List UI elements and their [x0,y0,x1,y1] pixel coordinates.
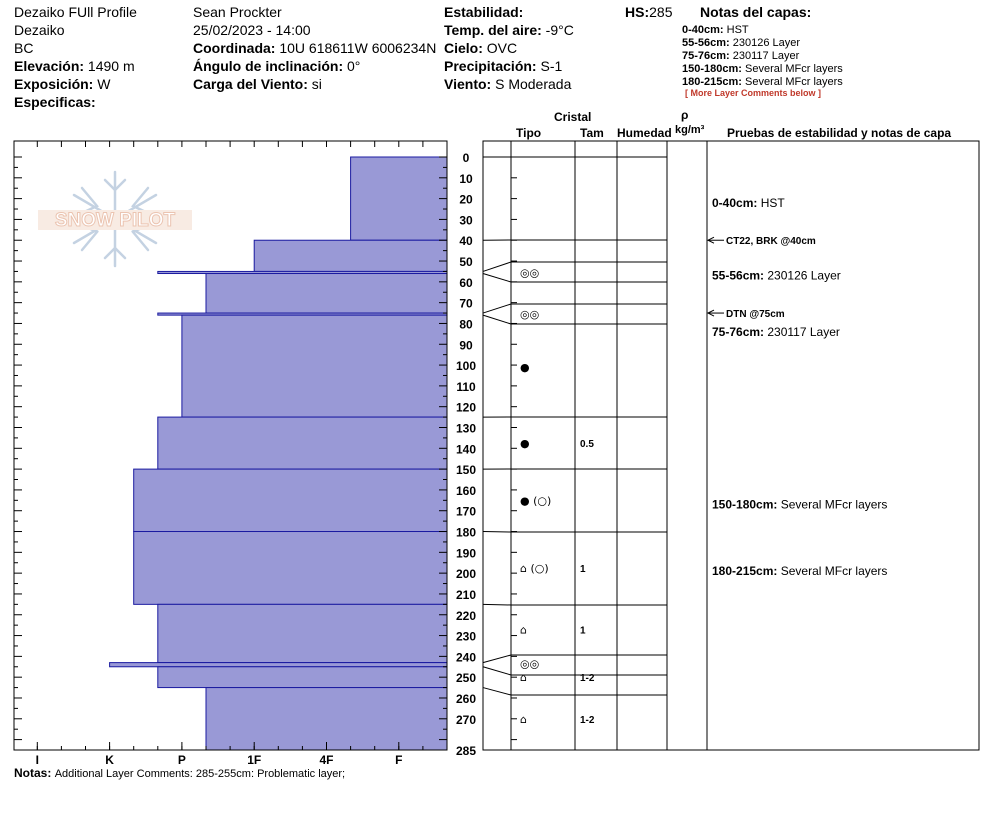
hardness-tick-label: 4F [319,753,334,767]
layer-comment-text: 230126 Layer [767,268,841,283]
depth-tick-label: 60 [459,275,473,290]
test-label: DTN @75cm [726,309,785,321]
profile-name: Dezaiko FUll Profile [14,4,137,20]
layer-comment-text: HST [760,195,785,210]
layer-comment-text: 230117 Layer [767,324,840,339]
layer-comment [712,497,887,511]
boundary-connector [483,274,511,282]
crystal-size-label: 1-2 [580,673,595,685]
hardness-bar [110,663,447,667]
crystal-type-symbol: ● (○) [520,494,552,508]
hardness-bar [134,532,447,605]
col-humedad: Humedad [617,126,672,140]
depth-tick-label: 240 [455,650,477,665]
col-cristal: Cristal [554,110,592,124]
crystal-type-symbol: ◎◎ [520,266,540,280]
layer-comment [712,196,785,210]
region: BC [14,40,34,56]
crystal-type-symbol: ● [520,361,530,375]
logo-text: SNOW PILOT [54,210,176,231]
exposition-label: Exposición: [14,76,94,92]
layer-comment-text: Several MFcr layers [780,564,888,579]
wind-loading-value: si [311,76,322,92]
hardness-bar [254,240,447,271]
depth-tick-label: 230 [455,629,477,644]
depth-tick-label: 220 [455,608,477,623]
wind-value: S Moderada [495,76,572,92]
footer-text: Additional Layer Comments: 285-255cm: Problematic layer; [54,768,346,780]
hardness-bars [110,157,447,750]
depth-tick-label: 250 [455,671,477,686]
stability-tests [708,196,887,578]
hardness-bar [182,315,447,417]
boundary-connector [483,688,511,695]
depth-tick-label: 200 [455,567,477,582]
air-temp-value: -9°C [545,22,574,38]
layer-comment-range: 55-56cm: [712,268,768,283]
coordinates-label: Coordinada: [193,40,276,56]
depth-tick-label: 170 [455,504,477,519]
depth-tick-label: 0 [462,151,470,165]
hardness-bar [206,274,447,314]
crystal-type-symbol: ◎◎ [520,657,540,671]
elevation-label: Elevación: [14,58,85,74]
crystal-type-symbol: ⌂ (○) [520,561,549,575]
footer-notes [14,766,345,780]
slope-angle-label: Ángulo de inclinación: [193,58,344,74]
depth-axis [456,151,476,758]
layer-comment-range: 0-40cm: [712,195,761,210]
wind-label: Viento: [444,76,492,92]
layer-note-range: 150-180cm: [682,63,742,75]
col-tipo: Tipo [516,126,542,140]
date-time: 25/02/2023 - 14:00 [193,22,311,38]
slope-angle-value: 0° [347,58,361,74]
layer-comment [712,325,840,339]
depth-tick-label: 10 [459,171,473,186]
sky-value: OVC [486,40,518,56]
hardness-tick-label: I [35,753,39,767]
observer: Sean Prockter [193,4,282,20]
hardness-tick-label: 1F [247,753,262,767]
layer-note-text: Several MFcr layers [745,76,843,88]
hs-label: HS: [625,4,650,20]
hardness-bar [158,667,447,688]
hardness-tick-label: K [105,753,114,767]
depth-tick-label: 110 [456,379,476,394]
crystal-type-symbol: ⌂ [520,623,527,637]
depth-tick-label: 270 [455,712,477,727]
hardness-bar [158,417,447,469]
depth-tick-label: 120 [455,400,477,415]
hs-value: 285 [649,4,673,20]
layer-comment-text: Several MFcr layers [780,497,888,512]
layer-note-range: 0-40cm: [682,24,724,36]
table-frame [483,141,979,750]
hardness-bar [134,469,447,531]
depth-tick-label: 70 [459,296,473,311]
layer-note-range: 75-76cm: [682,50,730,62]
crystal-size-label: 1 [580,625,586,637]
depth-tick-label: 160 [455,483,477,498]
hardness-bar [351,157,447,240]
crystal-size-label: 1-2 [580,714,595,726]
depth-tick-label: 90 [459,338,473,353]
more-comments-link[interactable]: [ More Layer Comments below ] [685,88,822,98]
depth-tick-label: 80 [459,317,473,332]
location: Dezaiko [14,22,65,38]
layer-comment [712,564,887,578]
col-tests: Pruebas de estabilidad y notas de capa [727,126,952,140]
col-rho: ρ [681,108,689,122]
crystal-type-symbol: ⌂ [520,712,527,726]
precipitation-value: S-1 [540,58,563,74]
boundary-connector [483,262,511,271]
sky-label: Cielo: [444,40,483,56]
layer-note-text: 230126 Layer [732,37,801,49]
wind-loading-label: Carga del Viento: [193,76,308,92]
layer-note-range: 180-215cm: [682,76,742,88]
depth-tick-label: 180 [455,525,477,540]
layer-comment [712,269,841,283]
depth-tick-label: 210 [455,587,477,602]
elevation-value: 1490 m [87,58,135,74]
layer-note-range: 55-56cm: [682,37,730,49]
depth-tick-label: 190 [455,546,477,561]
boundary-connector [483,304,511,313]
air-temp-label: Temp. del aire: [444,22,542,38]
layer-table [483,141,979,750]
boundary-connector [483,604,511,605]
col-density: kg/m³ [675,124,705,136]
crystal-type-symbol: ⌂ [520,671,527,685]
crystal-type-symbol: ● [520,437,530,451]
stability-label: Estabilidad: [444,4,524,20]
test-label: CT22, BRK @40cm [726,236,816,248]
boundary-connector [483,655,511,663]
depth-tick-label: 30 [459,213,473,228]
hardness-tick-label: F [395,753,403,767]
hardness-bar [206,688,447,750]
exposition-value: W [97,76,111,92]
hardness-tick-label: P [177,753,186,767]
crystal-type-symbol: ◎◎ [520,308,540,322]
snowpilot-logo [38,172,192,266]
layer-comment-range: 180-215cm: [712,564,781,579]
depth-tick-label: 140 [455,442,477,457]
col-tam: Tam [580,126,604,140]
depth-tick-label: 100 [455,359,477,374]
depth-tick-label: 130 [455,421,477,436]
crystal-column [520,266,595,725]
layer-notes-title: Notas del capas: [700,4,812,20]
boundary-connector [483,667,511,675]
depth-tick-label: 20 [459,192,473,207]
layer-note-text: HST [726,24,749,36]
layer-note-text: Several MFcr layers [745,63,843,75]
layer-comment-range: 150-180cm: [712,497,781,512]
depth-tick-label: 285 [455,744,477,758]
coordinates-value: 10U 618611W 6006234N [279,40,437,56]
crystal-size-label: 1 [580,563,586,575]
layer-note-text: 230117 Layer [732,50,800,62]
depth-tick-label: 50 [459,255,473,270]
boundary-connector [483,315,511,324]
depth-tick-label: 150 [455,463,477,478]
specifics-label: Especificas: [14,94,96,110]
layer-comment-range: 75-76cm: [712,324,768,339]
precipitation-label: Precipitación: [444,58,537,74]
depth-tick-label: 260 [455,691,477,706]
hardness-bar [158,604,447,662]
depth-tick-label: 40 [459,234,473,249]
crystal-size-label: 0.5 [580,439,594,451]
footer-label: Notas: [14,766,52,780]
